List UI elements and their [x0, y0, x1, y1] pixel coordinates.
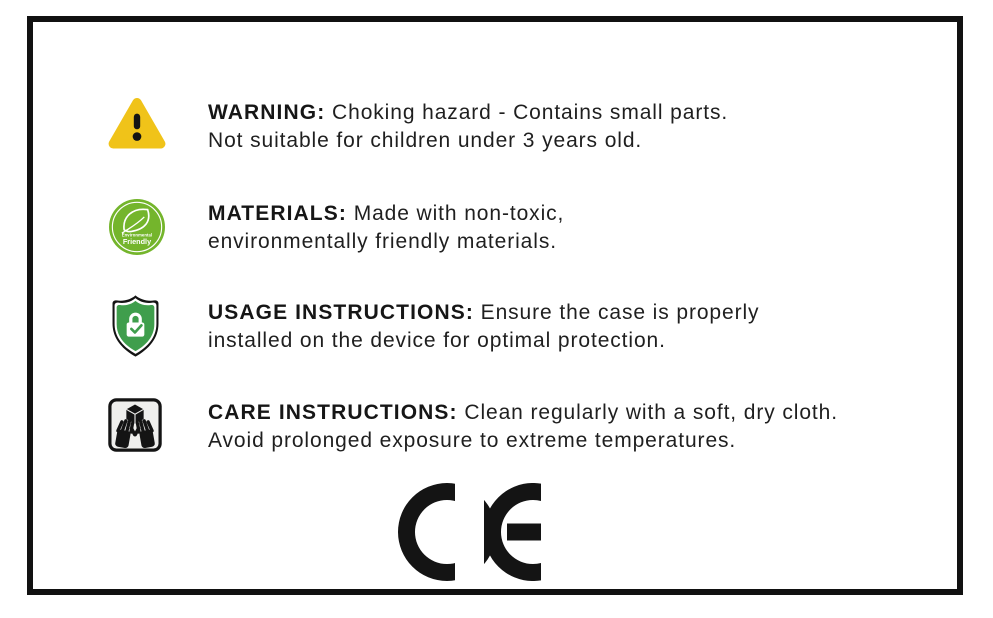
- materials-line1: MATERIALS: Made with non-toxic,: [208, 202, 565, 225]
- care-heading: CARE INSTRUCTIONS:: [208, 401, 458, 424]
- care-line2: Avoid prolonged exposure to extreme temperatures.: [208, 429, 737, 452]
- warning-heading: WARNING:: [208, 101, 326, 124]
- warning-text: [208, 99, 728, 155]
- usage-heading: USAGE INSTRUCTIONS:: [208, 301, 474, 324]
- materials-heading: MATERIALS:: [208, 202, 347, 225]
- warning-line2: Not suitable for children under 3 years old.: [208, 129, 643, 152]
- materials-line2: environmentally friendly materials.: [208, 230, 557, 253]
- usage-line2: installed on the device for optimal protection.: [208, 329, 666, 352]
- materials-text: [208, 200, 564, 256]
- protection-shield-icon: [106, 293, 165, 359]
- label-border-frame: [27, 16, 963, 595]
- handle-with-care-icon: [108, 398, 162, 452]
- care-text: [208, 399, 838, 455]
- warning-triangle-icon: [108, 96, 166, 151]
- care-line1: CARE INSTRUCTIONS: Clean regularly with a soft, dry cloth.: [208, 401, 838, 424]
- usage-line1: USAGE INSTRUCTIONS: Ensure the case is properly: [208, 301, 760, 324]
- eco-badge-text-small: Environmental: [121, 232, 153, 238]
- warning-line1: WARNING: Choking hazard - Contains small parts.: [208, 101, 729, 124]
- eco-badge-text-large: Friendly: [122, 236, 152, 246]
- eco-friendly-badge-icon: [109, 199, 165, 255]
- ce-mark-icon: [398, 483, 541, 581]
- usage-text: [208, 299, 759, 355]
